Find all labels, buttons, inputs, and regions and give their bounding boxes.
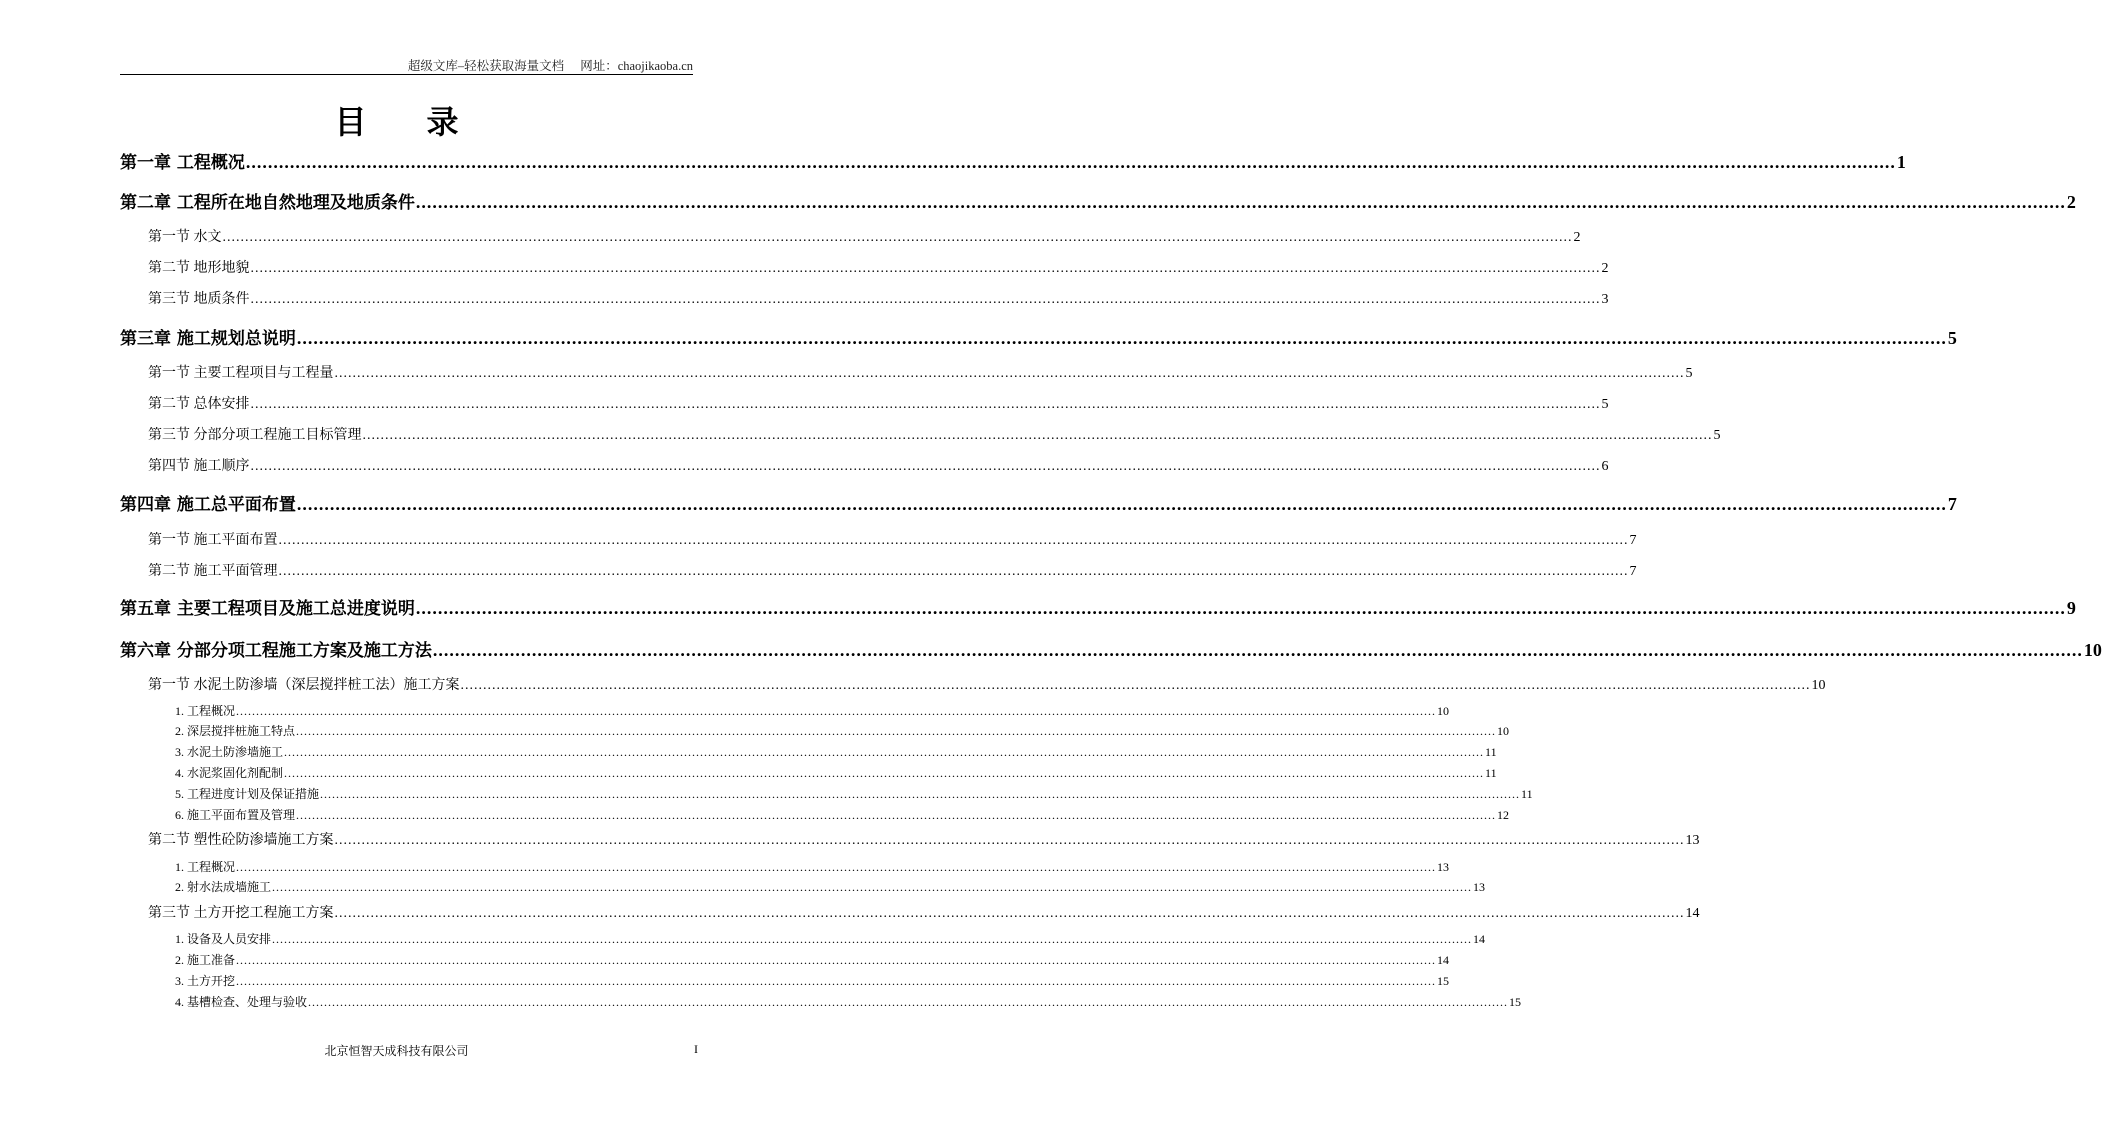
toc-section[interactable]	[148, 674, 1826, 694]
dot-leader: ............................................................................................................................................................................................................................................................................................................	[278, 533, 1629, 548]
toc-label: 5. 工程进度计划及保证措施	[175, 787, 320, 801]
dot-leader: ............................................................................................................................................................................................................................................................................................................	[236, 974, 1437, 988]
dot-leader: ............................................................................................................................................................................................................................................................................................................	[296, 724, 1497, 738]
toc-page-number: 1	[1896, 152, 1906, 172]
toc-page-number: 15	[1437, 974, 1450, 988]
dot-leader: ............................................................................................................................................................................................................................................................................................................	[334, 833, 1685, 848]
toc-page-number: 14	[1437, 953, 1450, 967]
toc-page-number: 3	[1601, 292, 1609, 307]
dot-leader: ............................................................................................................................................................................................................................................................................................................	[222, 230, 1573, 245]
toc-section[interactable]	[148, 226, 1581, 246]
toc-label: 第五章 主要工程项目及施工总进度说明	[120, 599, 415, 619]
toc-label: 3. 水泥土防渗墙施工	[175, 745, 284, 759]
dot-leader: ............................................................................................................................................................................................................................................................................................................	[250, 292, 1601, 307]
toc-label: 第一节 水文	[148, 230, 222, 245]
toc-chapter[interactable]	[120, 490, 1957, 515]
toc-page-number: 2	[2066, 192, 2076, 212]
toc-section[interactable]	[148, 288, 1609, 308]
toc-section[interactable]	[148, 393, 1609, 413]
toc-chapter[interactable]	[120, 636, 2102, 661]
toc-label: 第六章 分部分项工程施工方案及施工方法	[120, 641, 432, 661]
toc-label: 1. 工程概况	[175, 860, 236, 874]
toc-item[interactable]	[175, 930, 1486, 947]
toc-label: 2. 深层搅拌桩施工特点	[175, 724, 296, 738]
dot-leader: ............................................................................................................................................................................................................................................................................................................	[415, 192, 2066, 212]
toc-page-number: 5	[1685, 366, 1693, 381]
toc-page-number: 2	[1601, 261, 1609, 276]
toc-label: 第二节 塑性砼防渗墙施工方案	[148, 833, 334, 848]
toc-section[interactable]	[148, 455, 1609, 475]
toc-page-number: 5	[1947, 328, 1957, 348]
toc-label: 第二节 施工平面管理	[148, 564, 278, 579]
toc-section[interactable]	[148, 257, 1609, 277]
dot-leader: ............................................................................................................................................................................................................................................................................................................	[272, 880, 1473, 894]
toc-page-number: 11	[1485, 766, 1497, 780]
toc-page-number: 7	[1947, 494, 1957, 514]
dot-leader: ............................................................................................................................................................................................................................................................................................................	[250, 459, 1601, 474]
dot-leader: ............................................................................................................................................................................................................................................................................................................	[460, 678, 1811, 693]
toc-section[interactable]	[148, 362, 1693, 382]
header-site: 超级文库–轻松获取海量文档	[407, 59, 565, 73]
toc-label: 2. 施工准备	[175, 953, 236, 967]
toc-item[interactable]	[175, 858, 1450, 875]
toc-page-number: 12	[1497, 808, 1510, 822]
toc-section[interactable]	[148, 560, 1637, 580]
toc-label: 3. 土方开挖	[175, 974, 236, 988]
toc-label: 1. 工程概况	[175, 704, 236, 718]
dot-leader: ............................................................................................................................................................................................................................................................................................................	[284, 766, 1485, 780]
dot-leader: ............................................................................................................................................................................................................................................................................................................	[362, 428, 1713, 443]
toc-label: 第二节 总体安排	[148, 397, 250, 412]
toc-section[interactable]	[148, 829, 1700, 849]
dot-leader: ............................................................................................................................................................................................................................................................................................................	[296, 808, 1497, 822]
dot-leader: ............................................................................................................................................................................................................................................................................................................	[432, 640, 2083, 660]
toc-label: 1. 设备及人员安排	[175, 932, 272, 946]
toc-item[interactable]	[175, 972, 1450, 989]
toc-page-number: 5	[1601, 397, 1609, 412]
toc-page-number: 10	[1437, 704, 1450, 718]
dot-leader: ............................................................................................................................................................................................................................................................................................................	[272, 932, 1473, 946]
toc-label: 第三节 地质条件	[148, 292, 250, 307]
toc-page-number: 11	[1485, 745, 1497, 759]
footer-page-number: I	[694, 1042, 698, 1056]
footer-company: 北京恒智天成科技有限公司	[324, 1044, 469, 1058]
dot-leader: ............................................................................................................................................................................................................................................................................................................	[236, 704, 1437, 718]
dot-leader: ............................................................................................................................................................................................................................................................................................................	[236, 953, 1437, 967]
toc-page-number: 14	[1473, 932, 1486, 946]
toc-label: 第一节 主要工程项目与工程量	[148, 366, 334, 381]
toc-page-number: 11	[1521, 787, 1533, 801]
toc-page-number: 14	[1685, 906, 1700, 921]
dot-leader: ............................................................................................................................................................................................................................................................................................................	[284, 745, 1485, 759]
toc-label: 第二章 工程所在地自然地理及地质条件	[120, 193, 415, 213]
dot-leader: ............................................................................................................................................................................................................................................................................................................	[308, 995, 1509, 1009]
toc-section[interactable]	[148, 529, 1637, 549]
dot-leader: ............................................................................................................................................................................................................................................................................................................	[278, 564, 1629, 579]
toc-section[interactable]	[148, 424, 1721, 444]
toc-label: 第二节 地形地貌	[148, 261, 250, 276]
toc-page-number: 13	[1685, 833, 1700, 848]
toc-page-number: 15	[1509, 995, 1522, 1009]
dot-leader: ............................................................................................................................................................................................................................................................................................................	[415, 598, 2066, 618]
toc-label: 第四章 施工总平面布置	[120, 495, 296, 515]
toc-chapter[interactable]	[120, 148, 1906, 173]
toc-label: 6. 施工平面布置及管理	[175, 808, 296, 822]
toc-item[interactable]	[175, 993, 1522, 1010]
toc-section[interactable]	[148, 902, 1700, 922]
page-title	[0, 97, 793, 143]
toc-page-number: 9	[2066, 598, 2076, 618]
toc-page-number: 10	[1497, 724, 1510, 738]
toc-item[interactable]	[175, 702, 1450, 719]
toc-item[interactable]	[175, 722, 1510, 739]
toc-page-number: 10	[2083, 640, 2102, 660]
dot-leader: ............................................................................................................................................................................................................................................................................................................	[296, 328, 1947, 348]
toc-page-number: 13	[1437, 860, 1450, 874]
toc-chapter[interactable]	[120, 188, 2076, 213]
header-divider	[120, 74, 693, 75]
toc-item[interactable]	[175, 785, 1533, 802]
title-char: 目	[334, 103, 367, 141]
toc-item[interactable]	[175, 743, 1497, 760]
toc-page-number: 13	[1473, 880, 1486, 894]
toc-label: 第一节 施工平面布置	[148, 533, 278, 548]
toc-item[interactable]	[175, 951, 1450, 968]
toc-label: 4. 水泥浆固化剂配制	[175, 766, 284, 780]
dot-leader: ............................................................................................................................................................................................................................................................................................................	[296, 494, 1947, 514]
toc-chapter[interactable]	[120, 594, 2076, 619]
toc-label: 第三节 分部分项工程施工目标管理	[148, 428, 362, 443]
toc-item[interactable]	[175, 806, 1510, 823]
toc-page-number: 7	[1629, 533, 1637, 548]
dot-leader: ............................................................................................................................................................................................................................................................................................................	[250, 261, 1601, 276]
toc-label: 第一章 工程概况	[120, 153, 245, 173]
title-char: 录	[426, 103, 459, 141]
page-header	[408, 56, 693, 74]
toc-label: 第四节 施工顺序	[148, 459, 250, 474]
dot-leader: ............................................................................................................................................................................................................................................................................................................	[236, 860, 1437, 874]
dot-leader: ............................................................................................................................................................................................................................................................................................................	[334, 366, 1685, 381]
dot-leader: ............................................................................................................................................................................................................................................................................................................	[320, 787, 1521, 801]
dot-leader: ............................................................................................................................................................................................................................................................................................................	[245, 152, 1896, 172]
toc-item[interactable]	[175, 878, 1486, 895]
toc-label: 4. 基槽检查、处理与验收	[175, 995, 308, 1009]
toc-chapter[interactable]	[120, 324, 1957, 349]
dot-leader: ............................................................................................................................................................................................................................................................................................................	[250, 397, 1601, 412]
toc-page-number: 2	[1573, 230, 1581, 245]
toc-page-number: 6	[1601, 459, 1609, 474]
toc-page-number: 7	[1629, 564, 1637, 579]
toc-page-number: 10	[1811, 678, 1826, 693]
toc-page-number: 5	[1713, 428, 1721, 443]
toc-label: 第三章 施工规划总说明	[120, 329, 296, 349]
toc-label: 第一节 水泥土防渗墙（深层搅拌桩工法）施工方案	[148, 678, 460, 693]
toc-label: 第三节 土方开挖工程施工方案	[148, 906, 334, 921]
toc-item[interactable]	[175, 764, 1497, 781]
dot-leader: ............................................................................................................................................................................................................................................................................................................	[334, 906, 1685, 921]
toc-label: 2. 射水法成墙施工	[175, 880, 272, 894]
header-url: 网址：chaojikaoba.cn	[580, 59, 693, 73]
